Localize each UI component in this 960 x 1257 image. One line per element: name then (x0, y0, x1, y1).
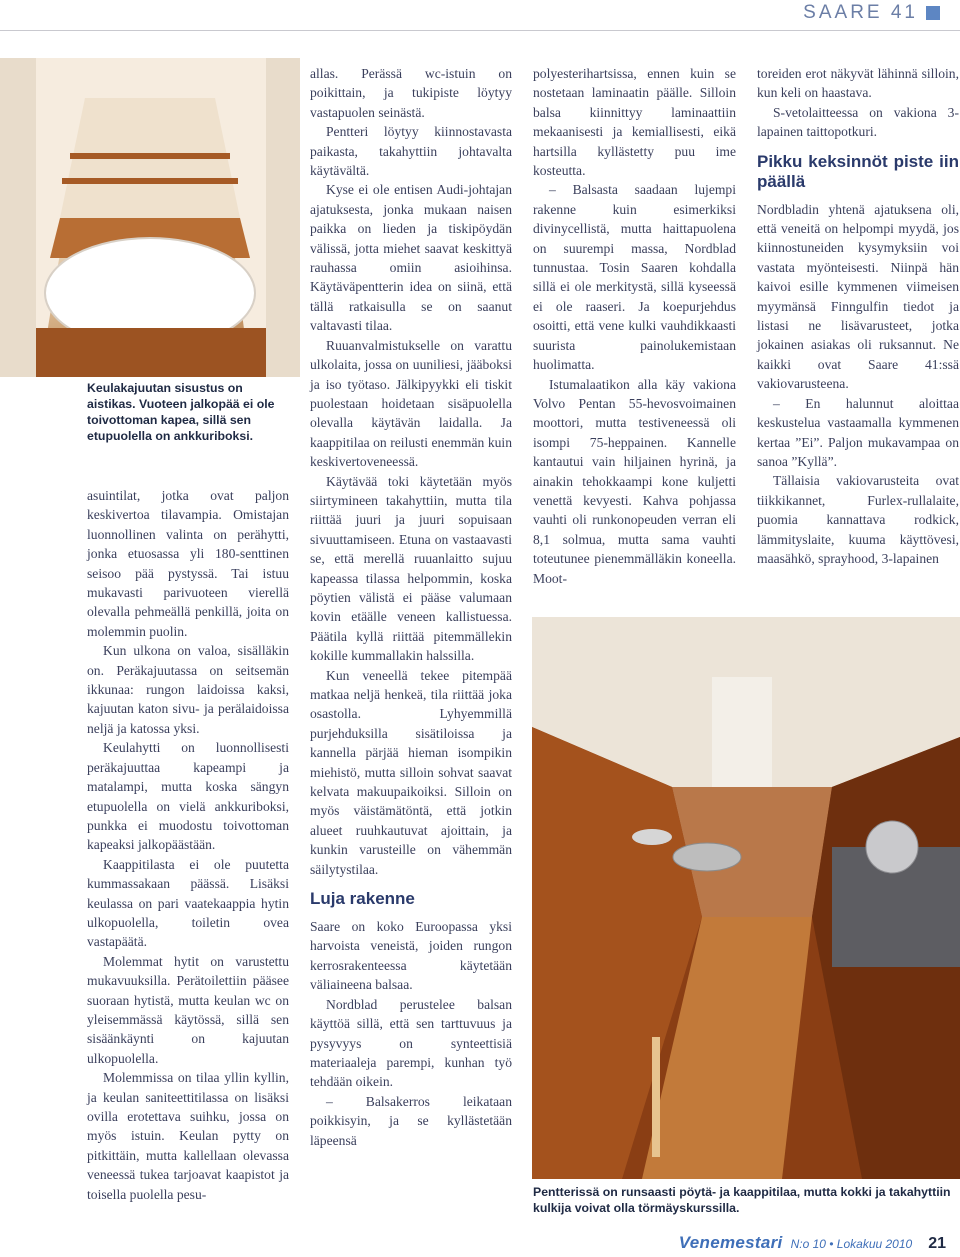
paragraph: Kyse ei ole entisen Audi-johtajan ajatuksesta, jonka mukaan naisen paikka on lieden ja tiskipöydän välissä, jotta miehet saavat keskittyä rauhassa omiin asioihinsa. Käytäväpentterin idea on siinä, että tällä ratkaisulla se on saanut valtavasti tilaa. (310, 182, 512, 334)
paragraph: asuintilat, jotka ovat paljon keskivertoa tilavampia. Omistajan luonnollinen valinta on perähytti, jonka etuosassa yli 180-senttinen seisoo pää pystyssä. Tai istuu mukavasti parivuoteen vierellä olevalla pehmeällä penkillä, joita on molemmin puolin. (87, 488, 289, 639)
bunk-photo-caption: Keulakajuutan sisustus on aistikas. Vuoteen jalkopää ei ole toivottoman kapea, sillä sen etupuolella on ankkuriboksi. (87, 381, 275, 443)
article-column-4 (757, 64, 959, 568)
paragraph: Ruuanvalmistukselle on varattu ulkolaita, jossa on uuniliesi, jääboksi ja iso työtaso. Jälkipyykki eli tiskit puolestaan hoidetaan sisäpuolella olevalla käytävän laidalla. Ja kaappitilaa on reilusti enemmän kuin keskivertoveneessä. (310, 337, 512, 470)
paragraph: allas. Perässä wc-istuin on poikittain, ja tukipiste löytyy vastapuolen seinästä. (310, 66, 512, 120)
paragraph: S-vetolaitteessa on vakiona 3-lapainen taittopotkuri. (757, 104, 959, 140)
subheading: Pikku keksinnöt piste iin päällä (757, 151, 959, 191)
issue-info: N:o 10 • Lokakuu 2010 (790, 1237, 913, 1251)
paragraph: Pentteri löytyy kiinnostavasta paikasta, takahyttiin johtavalta käytävältä. (310, 124, 512, 179)
header-rule (0, 30, 960, 31)
paragraph: Kun veneellä tekee pitempää matkaa neljä henkeä, tila riittää joka osastolla. Lyhyemmillä purjehduksilla sisätiloissa ja kannella pärjää hieman isompikin miehistö, mutta silloin sohvat saavat kelvata makuupaikoiksi. Silloin on myös väistämätöntä, että jotkin alueet ruuhkautuvat ajoittain, ja kunkin varusteille on vähemmän säilytystilaa. (310, 667, 512, 877)
page-footer (679, 1233, 946, 1253)
paragraph: Nordbladin yhtenä ajatuksena oli, että veneitä on helpompi myydä, jos kiinnostuneiden kysymyksiin voi vastata myönteisesti. Niinpä hän kaivoi esille kymmenen viimeisen myymänsä Finngulfin tiedot ja listasi ne lisävarusteet, jotka jokainen asiakas oli ruksannut. Ne kaikki ovat Saare 41:ssä vakiovarusteena. (757, 201, 959, 392)
paragraph: Molemmat hytit on varustettu mukavuuksilla. Perätoilettiin pääsee suoraan hytistä, mutta keulan wc on yleisemmässä käytössä, sillä sen sisäänkäynti on kajuutan ulkopuolella. (87, 953, 289, 1066)
article-column-3 (533, 64, 736, 588)
paragraph: – Balsasta saadaan lujempi rakenne kuin esimerkiksi divinycellistä, mutta haittapuolena on suurempi massa, Nordblad tunnustaa. Tosin Saaren kohdalla sillä ei ole merkitystä, sillä kyseessä ei ole raaseri. Ja koepurjehdus osoitti, että vene kulki vauhdikkaasti suurista painolukemistaan huolimatta. (533, 182, 736, 373)
paragraph: – Balsakerros leikataan poikkisyin, ja se kyllästetään läpeensä (310, 1093, 512, 1148)
bunk-photo (0, 58, 300, 377)
bunk-photo-illustration (0, 58, 300, 377)
paragraph: polyesterihartsissa, ennen kuin se nostetaan laminaatin päälle. Silloin balsa kiinnittyy laminaattiin mekaanisesti ja kemiallisesti, eikä hartsilla kyllästetty puu ime kosteutta. (533, 66, 736, 179)
paragraph: Molemmissa on tilaa yllin kyllin, ja keulan saniteettitilassa on lisäksi ovilla erotettava suihku, jossa on myös istuin. Keulan pytty on pitkittäin, mutta kallellaan olevassa veneessä tukea tarjoavat kaapistot ja toisella puolella pesu- (87, 1070, 289, 1202)
page-number: 21 (928, 1235, 946, 1252)
paragraph: Keulahytti on luonnollisesti peräkajuuttaa kapeampi ja matalampi, mutta koska sängyn etupuolella on vielä ankkuriboksi, punkka ei muodostu toivottoman kapeaksi jalkopäästään. (87, 740, 289, 853)
paragraph: Tällaisia vakiovarusteita ovat tiikkikannet, Furlex-rullalaite, puomia kannattava rodkick, lämmityslaite, kuuma käyttövesi, maasähkö, sprayhood, 3-lapainen (757, 473, 959, 566)
paragraph: Saare on koko Euroopassa yksi harvoista veneistä, joiden rungon kerrosrakenteessa käytetään väliaineena balsaa. (310, 919, 512, 993)
paragraph: toreiden erot näkyvät lähinnä silloin, kun keli on haastava. (757, 66, 959, 101)
paragraph: Käytävää toki käytetään myös siirtymineen takahyttiin, mutta tila riittää juuri ja juuri sopuisaan sivuuttamiseen. Etuna on vastaavasti se, että merellä ruuanlaitto sujuu kapeassa tilassa helpommin, koska pöytien välistä ei pääse valumaan kovin etäälle veneen kallistuessa. Päätila kyllä riittää pitemmällekin kokille kummallakin halssilla. (310, 473, 512, 664)
article-column-2 (310, 64, 512, 1150)
paragraph: Kaappitilasta ei ole puutetta kummassakaan päässä. Lisäksi keulassa on pari vaatekaappia hytin ulkopuolella, toiletin ovea vastapäätä. (87, 856, 289, 950)
paragraph: Kun ulkona on valoa, sisälläkin on. Peräkajuutassa on seitsemän ikkunaa: rungon laidoissa kaksi, kajuutan katon sivu- ja perälaidoissa neljä ja katossa yksi. (87, 643, 289, 736)
paragraph: Istumalaatikon alla käy vakiona Volvo Pentan 55-hevosvoimainen moottori, mutta testiveneessä oli isompi 75-heppainen. Kannelle kantautui vain hiljainen hyrinä, ja ainakin tehokkaampi kone kuljetti venettä kevyesti. Kahva pohjassa vauhti oli runkonopeuden verran eli 8,1 solmua, mutta sama vauhti toteutunee pienemmälläkin koneella. Moot- (533, 376, 736, 586)
galley-photo-caption: Pentterissä on runsaasti pöytä- ja kaappitilaa, mutta kokki ja takahyttiin kulkija voivat olla törmäyskurssilla. (533, 1185, 951, 1215)
paragraph: Nordblad perustelee balsan käyttöä sillä, että sen tarttuvuus ja pysyvyys on synteettisiä materiaaleja parempi, kunhan työ tehdään oikein. (310, 996, 512, 1090)
square-marker-icon (926, 6, 940, 20)
running-head (803, 2, 940, 24)
subheading: Luja rakenne (310, 889, 415, 909)
section-title: SAARE 41 (803, 2, 918, 23)
magazine-logo: Venemestari (678, 1233, 783, 1252)
galley-photo-illustration (532, 617, 960, 1179)
article-column-1 (87, 486, 289, 1204)
galley-photo (532, 617, 960, 1179)
paragraph: – En halunnut aloittaa keskustelua vastaamalla kymmenen kertaa ”Ei”. Paljon mukavampaa on sanoa ”Kyllä”. (757, 395, 959, 469)
